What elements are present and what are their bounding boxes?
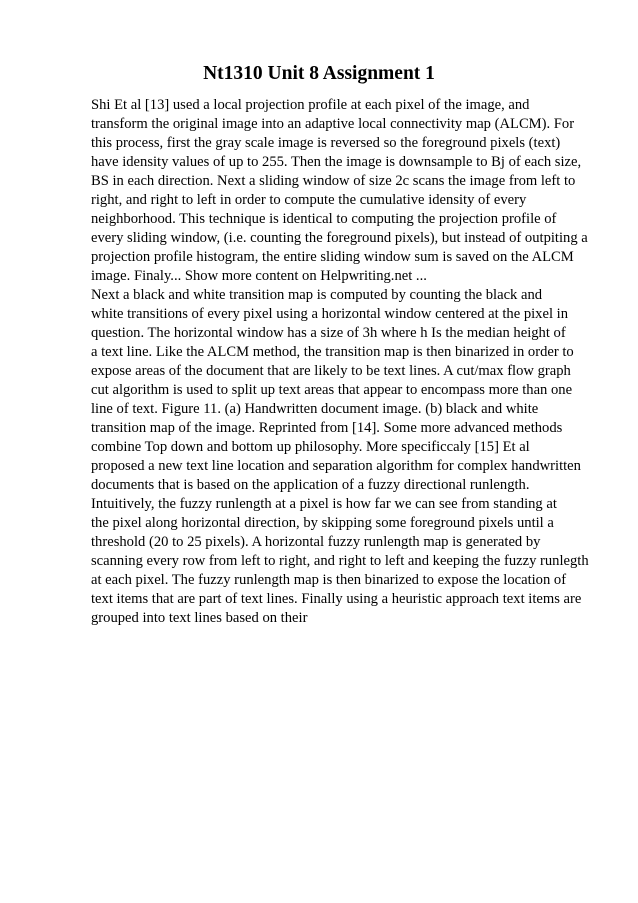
text-line: text items that are part of text lines. Finally using a heuristic approach text items are xyxy=(91,591,582,607)
text-line: documents that is based on the application of a fuzzy directional runlength. xyxy=(91,477,530,493)
document-title: Nt1310 Unit 8 Assignment 1 xyxy=(203,63,435,84)
text-line: this process, first the gray scale image is reversed so the foreground pixels (text) xyxy=(91,135,561,151)
document-body xyxy=(91,96,611,628)
text-line: every sliding window, (i.e. counting the foreground pixels), but instead of outpiting a xyxy=(91,230,588,246)
text-line: Shi Et al [13] used a local projection profile at each pixel of the image, and xyxy=(91,97,530,113)
text-line: question. The horizontal window has a size of 3h where h Is the median height of xyxy=(91,325,566,341)
text-line: a text line. Like the ALCM method, the transition map is then binarized in order to xyxy=(91,344,574,360)
text-line: projection profile histogram, the entire sliding window sum is saved on the ALCM xyxy=(91,249,574,265)
text-line: at each pixel. The fuzzy runlength map is then binarized to expose the location of xyxy=(91,572,567,588)
text-line: grouped into text lines based on their xyxy=(91,610,308,626)
text-line: Intuitively, the fuzzy runlength at a pixel is how far we can see from standing at xyxy=(91,496,557,512)
text-line: Next a black and white transition map is computed by counting the black and xyxy=(91,287,543,303)
text-line: BS in each direction. Next a sliding window of size 2c scans the image from left to xyxy=(91,173,576,189)
text-line: right, and right to left in order to compute the cumulative idensity of every xyxy=(91,192,527,208)
text-line: neighborhood. This technique is identical to computing the projection profile of xyxy=(91,211,557,227)
text-line: combine Top down and bottom up philosophy. More specificcaly [15] Et al xyxy=(91,439,530,455)
text-line: the pixel along horizontal direction, by skipping some foreground pixels until a xyxy=(91,515,554,531)
text-line: line of text. Figure 11. (a) Handwritten document image. (b) black and white xyxy=(91,401,539,417)
text-line: cut algorithm is used to split up text areas that appear to encompass more than one xyxy=(91,382,573,398)
text-line: threshold (20 to 25 pixels). A horizontal fuzzy runlength map is generated by xyxy=(91,534,541,550)
text-line: transform the original image into an adaptive local connectivity map (ALCM). For xyxy=(91,116,575,132)
text-line: expose areas of the document that are likely to be text lines. A cut/max flow graph xyxy=(91,363,571,379)
text-line: image. Finaly... Show more content on Helpwriting.net ... xyxy=(91,268,427,284)
text-line: proposed a new text line location and separation algorithm for complex handwritten xyxy=(91,458,581,474)
text-line: white transitions of every pixel using a horizontal window centered at the pixel in xyxy=(91,306,569,322)
text-line: have idensity values of up to 255. Then the image is downsample to Bj of each size, xyxy=(91,154,582,170)
text-line: transition map of the image. Reprinted from [14]. Some more advanced methods xyxy=(91,420,563,436)
text-line: scanning every row from left to right, and right to left and keeping the fuzzy runlegth xyxy=(91,553,589,569)
